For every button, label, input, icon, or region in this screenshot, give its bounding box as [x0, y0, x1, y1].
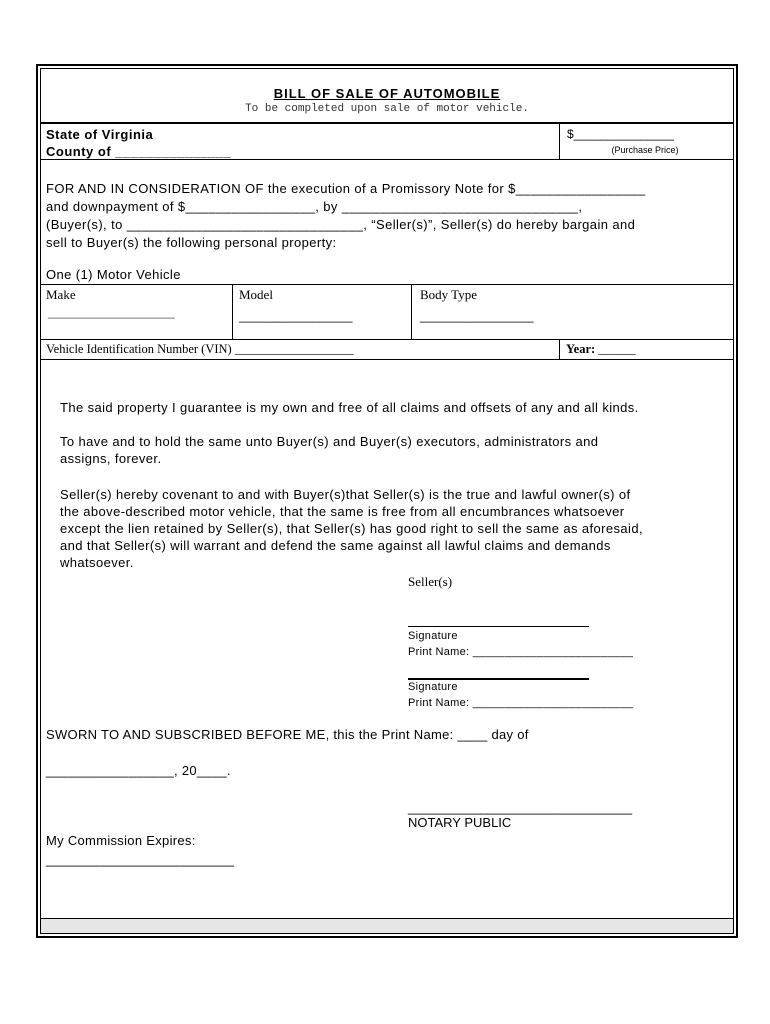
seller-print-name-1[interactable]: Print Name: _________________________ — [408, 646, 634, 658]
consideration-line-1: FOR AND IN CONSIDERATION OF the execution of a Promissory Note for $_________________ — [46, 181, 646, 196]
covenant-line-3: except the lien retained by Seller(s), that Seller(s) has good right to sell the same as aforesaid, — [60, 521, 643, 536]
body-type-field[interactable]: _________________ — [420, 309, 534, 323]
footer-band — [41, 918, 733, 933]
notary-date-field[interactable]: _________________, 20____. — [46, 763, 231, 778]
commission-expires-field[interactable]: __________________________ — [46, 852, 234, 867]
year-label: Year: — [566, 342, 596, 356]
guarantee-text: The said property I guarantee is my own and free of all claims and offsets of any and all kinds. — [60, 400, 639, 415]
consideration-line-2: and downpayment of $_________________, by _______________________________, — [46, 199, 583, 214]
notary-public-label: NOTARY PUBLIC — [408, 815, 512, 830]
vehicle-column-divider — [232, 284, 233, 340]
commission-expires-label: My Commission Expires: — [46, 833, 196, 848]
seller-signature-line-2[interactable] — [408, 678, 589, 680]
notary-signature-field[interactable]: _______________________________ — [408, 800, 633, 815]
consideration-line-4: sell to Buyer(s) the following personal property: — [46, 235, 337, 250]
sworn-statement: SWORN TO AND SUBSCRIBED BEFORE ME, this the Print Name: ____ day of — [46, 727, 529, 742]
year-blank: ______ — [598, 342, 636, 356]
seller-signature-line-1[interactable] — [408, 626, 589, 627]
hold-text-line-1: To have and to hold the same unto Buyer(s) and Buyer(s) executors, administrators and — [60, 434, 599, 449]
consideration-line-3: (Buyer(s), to _______________________________, “Seller(s)”, Seller(s) do hereby bargain and — [46, 217, 636, 232]
hold-text-line-2: assigns, forever. — [60, 451, 162, 466]
seller-print-name-2[interactable]: Print Name: _________________________ — [408, 697, 634, 709]
body-type-label: Body Type — [420, 287, 477, 302]
sellers-heading: Seller(s) — [408, 574, 453, 589]
make-label: Make — [46, 287, 76, 302]
seller-signature-label-2: Signature — [408, 681, 458, 693]
covenant-line-5: whatsoever. — [60, 555, 134, 570]
covenant-line-2: the above-described motor vehicle, that the same is free from all encumbrances whatsoever — [60, 504, 625, 519]
vehicle-column-divider — [411, 284, 412, 340]
state-county-block — [46, 126, 231, 160]
covenant-line-1: Seller(s) hereby covenant to and with Buyer(s)that Seller(s) is the true and lawful owner(s) of — [60, 487, 631, 502]
year-field[interactable] — [566, 342, 636, 357]
covenant-line-4: and that Seller(s) will warrant and defend the same against all lawful claims and demands — [60, 538, 611, 553]
vehicle-heading: One (1) Motor Vehicle — [46, 267, 181, 282]
document-subtitle: To be completed upon sale of motor vehicle. — [245, 103, 529, 115]
seller-signature-label-1: Signature — [408, 630, 458, 642]
vin-year-divider — [559, 340, 560, 359]
purchase-price-caption: (Purchase Price) — [611, 145, 679, 155]
vin-field[interactable]: Vehicle Identification Number (VIN) ___________________ — [46, 342, 354, 356]
model-field[interactable]: _________________ — [239, 309, 353, 323]
document-title: BILL OF SALE OF AUTOMOBILE — [273, 86, 501, 101]
model-label: Model — [239, 287, 273, 302]
county-field[interactable]: County of _______________ — [46, 144, 232, 159]
make-field[interactable]: ___________________ — [48, 305, 175, 319]
state-label: State of Virginia — [46, 127, 154, 142]
purchase-price-field[interactable]: $_______________ — [567, 127, 674, 141]
